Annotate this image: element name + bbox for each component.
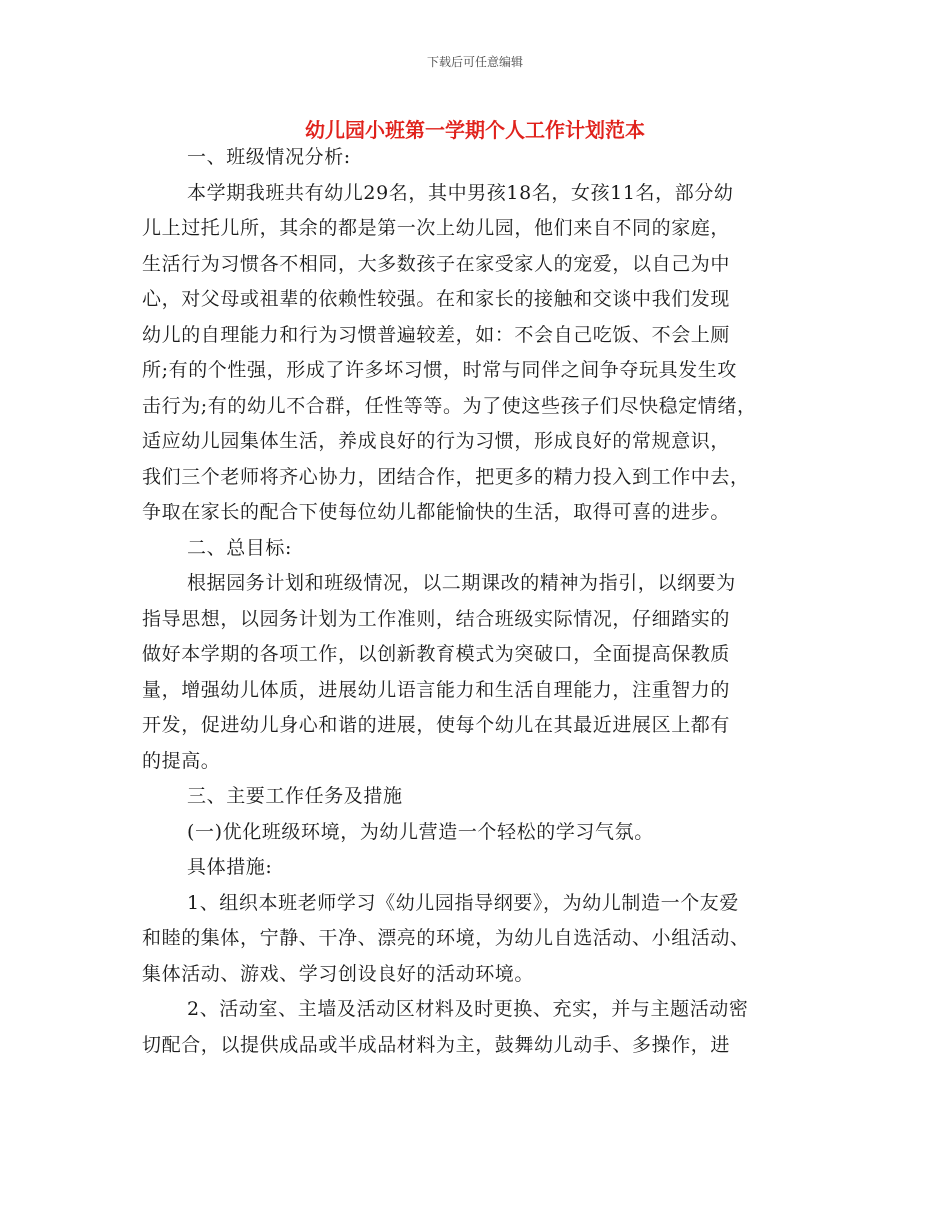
document-body: [142, 140, 822, 1063]
text-line: 做好本学期的各项工作，以创新教育模式为突破口，全面提高保教质: [142, 643, 731, 665]
text-line: 的提高。: [142, 749, 221, 772]
text-line: 心，对父母或祖辈的依赖性较强。在和家长的接触和交谈中我们发现: [142, 288, 731, 310]
text-line: 和睦的集体，宁静、干净、漂亮的环境，为幼儿自选活动、小组活动、: [142, 927, 750, 949]
text-line: 击行为;有的幼儿不合群，任性等等。为了使这些孩子们尽快稳定情绪，: [142, 394, 757, 417]
text-line: 我们三个老师将齐心协力，团结合作，把更多的精力投入到工作中去，: [142, 465, 750, 488]
text-line: (一)优化班级环境，为幼儿营造一个轻松的学习气氛。: [187, 820, 654, 843]
text-line: 量，增强幼儿体质，进展幼儿语言能力和生活自理能力，注重智力的: [142, 678, 731, 701]
text-line: 具体措施:: [187, 856, 273, 878]
text-line: 本学期我班共有幼儿29名，其中男孩18名，女孩11名，部分幼: [187, 181, 734, 204]
text-line: 根据园务计划和班级情况，以二期课改的精神为指引，以纲要为: [187, 572, 736, 594]
text-line: 切配合，以提供成品或半成品材料为主，鼓舞幼儿动手、多操作，进: [142, 1033, 731, 1056]
text-line: 集体活动、游戏、学习创设良好的活动环境。: [142, 962, 535, 985]
text-line: 所;有的个性强，形成了许多坏习惯，时常与同伴之间争夺玩具发生攻: [142, 359, 738, 381]
document-title: 幼儿园小班第一学期个人工作计划范本: [305, 118, 645, 142]
text-line: 1、组织本班老师学习《幼儿园指导纲要》，为幼儿制造一个友爱: [187, 891, 739, 914]
text-line: 开发，促进幼儿身心和谐的进展，使每个幼儿在其最近进展区上都有: [142, 714, 731, 736]
text-line: 一、班级情况分析:: [187, 146, 351, 168]
text-line: 争取在家长的配合下使每位幼儿都能愉快的生活，取得可喜的进步。: [142, 501, 731, 523]
text-line: 儿上过托儿所，其余的都是第一次上幼儿园，他们来自不同的家庭，: [142, 217, 731, 239]
section-heading: 二、总目标:: [187, 536, 293, 559]
text-line: 生活行为习惯各不相同，大多数孩子在家受家人的宠爱，以自己为中: [142, 252, 731, 275]
section-heading: 三、主要工作任务及措施: [187, 785, 403, 807]
text-line: 2、活动室、主墙及活动区材料及时更换、充实，并与主题活动密: [187, 998, 749, 1020]
text-line: 幼儿的自理能力和行为习惯普遍较差，如：不会自己吃饭、不会上厕: [142, 323, 731, 346]
text-line: 指导思想，以园务计划为工作准则，结合班级实际情况，仔细踏实的: [142, 607, 731, 630]
page-header: 下载后可任意编辑: [426, 55, 523, 69]
text-line: 适应幼儿园集体生活，养成良好的行为习惯，形成良好的常规意识，: [142, 430, 731, 452]
